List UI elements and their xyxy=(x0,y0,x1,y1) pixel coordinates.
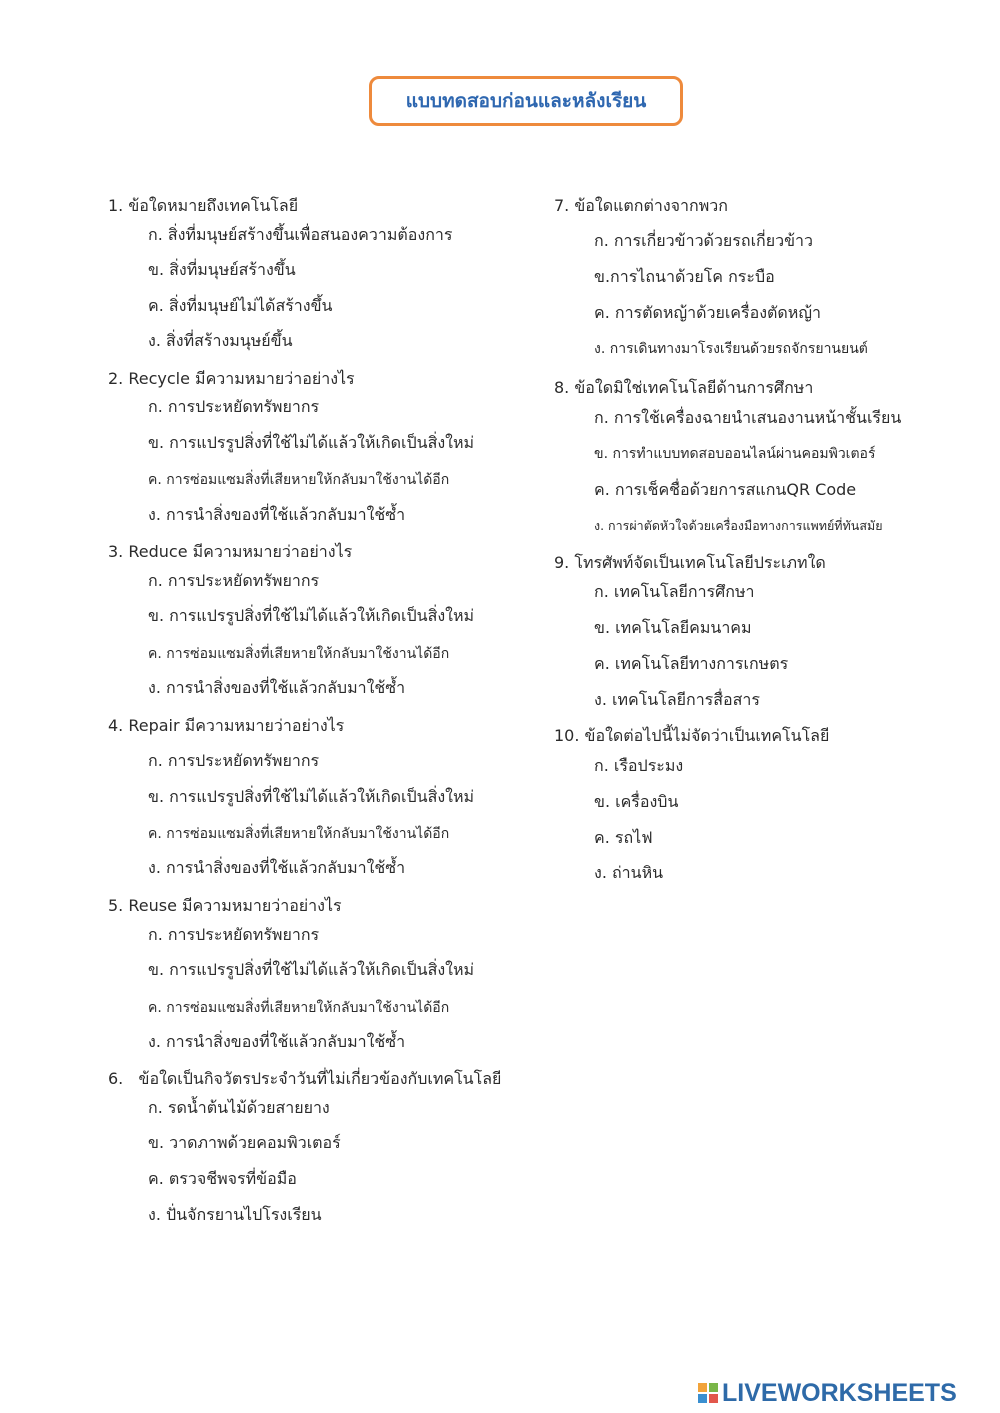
question-8: 8. ข้อใดมิใช่เทคโนโลยีด้านการศึกษา xyxy=(554,378,814,397)
q1-option-c[interactable]: ค. สิ่งที่มนุษย์ไม่ได้สร้างขึ้น xyxy=(148,296,333,315)
logo-square-icon xyxy=(709,1383,718,1392)
q6-option-d[interactable]: ง. ปั่นจักรยานไปโรงเรียน xyxy=(148,1205,322,1224)
question-5: 5. Reuse มีความหมายว่าอย่างไร xyxy=(108,896,342,915)
q5-option-d[interactable]: ง. การนำสิ่งของที่ใช้แล้วกลับมาใช้ซ้ำ xyxy=(148,1032,406,1051)
q1-option-b[interactable]: ข. สิ่งที่มนุษย์สร้างขึ้น xyxy=(148,260,296,279)
question-3: 3. Reduce มีความหมายว่าอย่างไร xyxy=(108,542,353,561)
q3-option-d[interactable]: ง. การนำสิ่งของที่ใช้แล้วกลับมาใช้ซ้ำ xyxy=(148,678,406,697)
q10-option-c[interactable]: ค. รถไฟ xyxy=(594,828,653,847)
q4-option-c[interactable]: ค. การซ่อมแซมสิ่งที่เสียหายให้กลับมาใช้งานได้อีก xyxy=(148,826,450,842)
q3-option-a[interactable]: ก. การประหยัดทรัพยากร xyxy=(148,571,320,590)
q1-option-a[interactable]: ก. สิ่งที่มนุษย์สร้างขึ้นเพื่อสนองความต้องการ xyxy=(148,225,453,244)
q5-option-b[interactable]: ข. การแปรรูปสิ่งที่ใช้ไม่ได้แล้วให้เกิดเป็นสิ่งใหม่ xyxy=(148,960,475,979)
question-10: 10. ข้อใดต่อไปนี้ไม่จัดว่าเป็นเทคโนโลยี xyxy=(554,726,830,745)
page-title: แบบทดสอบก่อนและหลังเรียน xyxy=(369,76,683,126)
q10-option-a[interactable]: ก. เรือประมง xyxy=(594,756,684,775)
q7-option-a[interactable]: ก. การเกี่ยวข้าวด้วยรถเกี่ยวข้าว xyxy=(594,231,813,250)
q9-option-b[interactable]: ข. เทคโนโลยีคมนาคม xyxy=(594,618,752,637)
q4-option-b[interactable]: ข. การแปรรูปสิ่งที่ใช้ไม่ได้แล้วให้เกิดเป็นสิ่งใหม่ xyxy=(148,787,475,806)
q4-option-d[interactable]: ง. การนำสิ่งของที่ใช้แล้วกลับมาใช้ซ้ำ xyxy=(148,858,406,877)
q8-option-b[interactable]: ข. การทำแบบทดสอบออนไลน์ผ่านคอมพิวเตอร์ xyxy=(594,446,876,462)
question-2: 2. Recycle มีความหมายว่าอย่างไร xyxy=(108,369,355,388)
q3-option-c[interactable]: ค. การซ่อมแซมสิ่งที่เสียหายให้กลับมาใช้งานได้อีก xyxy=(148,646,450,662)
q9-option-a[interactable]: ก. เทคโนโลยีการศึกษา xyxy=(594,582,755,601)
liveworksheets-logo xyxy=(698,1378,957,1408)
q2-option-b[interactable]: ข. การแปรรูปสิ่งที่ใช้ไม่ได้แล้วให้เกิดเป็นสิ่งใหม่ xyxy=(148,433,475,452)
question-4: 4. Repair มีความหมายว่าอย่างไร xyxy=(108,716,345,735)
q7-option-c[interactable]: ค. การตัดหญ้าด้วยเครื่องตัดหญ้า xyxy=(594,303,821,322)
question-1: 1. ข้อใดหมายถึงเทคโนโลยี xyxy=(108,196,299,215)
q1-option-d[interactable]: ง. สิ่งที่สร้างมนุษย์ขึ้น xyxy=(148,331,293,350)
q5-option-c[interactable]: ค. การซ่อมแซมสิ่งที่เสียหายให้กลับมาใช้งานได้อีก xyxy=(148,1000,450,1016)
q2-option-d[interactable]: ง. การนำสิ่งของที่ใช้แล้วกลับมาใช้ซ้ำ xyxy=(148,505,406,524)
q9-option-c[interactable]: ค. เทคโนโลยีทางการเกษตร xyxy=(594,654,789,673)
q2-option-c[interactable]: ค. การซ่อมแซมสิ่งที่เสียหายให้กลับมาใช้งานได้อีก xyxy=(148,472,450,488)
q10-option-d[interactable]: ง. ถ่านหิน xyxy=(594,863,664,882)
brand-name: LIVEWORKSHEETS xyxy=(722,1378,957,1407)
q6-option-b[interactable]: ข. วาดภาพด้วยคอมพิวเตอร์ xyxy=(148,1133,341,1152)
q9-option-d[interactable]: ง. เทคโนโลยีการสื่อสาร xyxy=(594,690,760,709)
q5-option-a[interactable]: ก. การประหยัดทรัพยากร xyxy=(148,925,320,944)
q4-option-a[interactable]: ก. การประหยัดทรัพยากร xyxy=(148,751,320,770)
q6-option-c[interactable]: ค. ตรวจชีพจรที่ข้อมือ xyxy=(148,1169,297,1188)
question-9: 9. โทรศัพท์จัดเป็นเทคโนโลยีประเภทใด xyxy=(554,553,826,572)
question-6: 6. ข้อใดเป็นกิจวัตรประจำวันที่ไม่เกี่ยวข้องกับเทคโนโลยี xyxy=(108,1069,502,1088)
q7-option-b[interactable]: ข.การไถนาด้วยโค กระบือ xyxy=(594,267,775,286)
logo-square-icon xyxy=(698,1383,707,1392)
liveworksheets-logo-icon xyxy=(698,1383,718,1403)
q2-option-a[interactable]: ก. การประหยัดทรัพยากร xyxy=(148,397,320,416)
q3-option-b[interactable]: ข. การแปรรูปสิ่งที่ใช้ไม่ได้แล้วให้เกิดเป็นสิ่งใหม่ xyxy=(148,606,475,625)
q6-option-a[interactable]: ก. รดน้ำต้นไม้ด้วยสายยาง xyxy=(148,1098,330,1117)
q8-option-c[interactable]: ค. การเช็คชื่อด้วยการสแกนQR Code xyxy=(594,480,857,499)
q7-option-d[interactable]: ง. การเดินทางมาโรงเรียนด้วยรถจักรยานยนต์ xyxy=(594,341,868,357)
logo-square-icon xyxy=(698,1394,707,1403)
q8-option-d[interactable]: ง. การผ่าตัดหัวใจด้วยเครื่องมือทางการแพทย์ที่ทันสมัย xyxy=(594,518,883,533)
logo-square-icon xyxy=(709,1394,718,1403)
question-7: 7. ข้อใดแตกต่างจากพวก xyxy=(554,196,728,215)
q10-option-b[interactable]: ข. เครื่องบิน xyxy=(594,792,679,811)
q8-option-a[interactable]: ก. การใช้เครื่องฉายนำเสนองานหน้าชั้นเรียน xyxy=(594,408,902,427)
